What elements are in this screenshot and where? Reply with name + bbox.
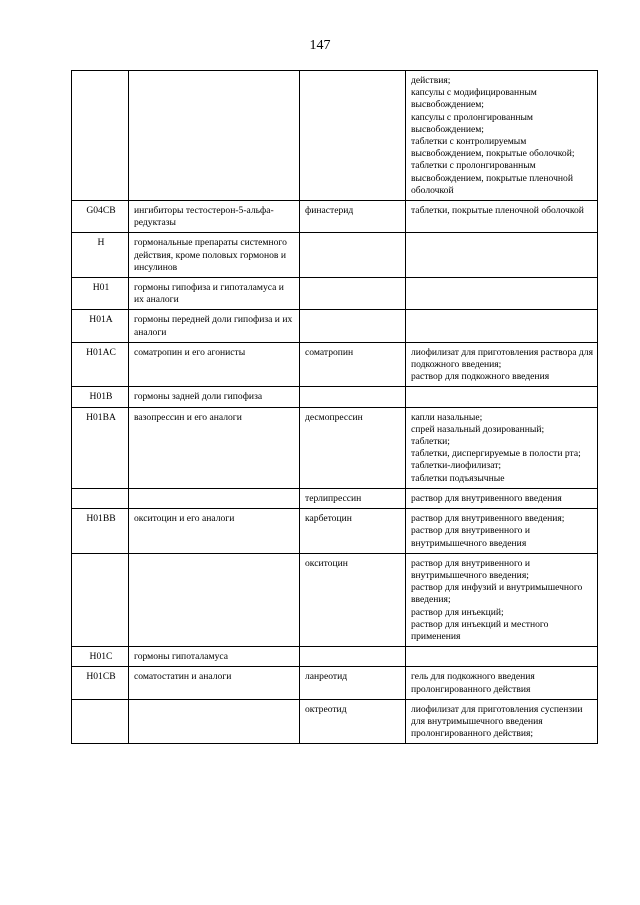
- dosage-form-line: раствор для инъекций и местного применения: [411, 618, 549, 642]
- table-row: [72, 310, 598, 342]
- drug-name-cell: соматропин: [300, 342, 406, 387]
- table-row: [72, 699, 598, 744]
- atc-code-cell: [72, 71, 129, 201]
- anatomical-group-cell: [129, 71, 300, 201]
- drug-name-cell: [300, 387, 406, 407]
- anatomical-group-cell: гормоны гипофиза и гипоталамуса и их аналоги: [129, 278, 300, 310]
- dosage-form-line: таблетки, диспергируемые в полости рта;: [411, 448, 581, 460]
- atc-code-cell: H01BB: [72, 509, 129, 554]
- table-row: [72, 407, 598, 488]
- dosage-forms-cell: [406, 667, 598, 699]
- dosage-forms-cell: [406, 233, 598, 278]
- dosage-form-line: таблетки с контролируемым высвобождением, покрытые оболочкой;: [411, 136, 575, 160]
- dosage-forms-cell: [406, 310, 598, 342]
- dosage-form-line: капли назальные;: [411, 411, 483, 423]
- dosage-form-line: раствор для внутривенного введения;: [411, 513, 565, 525]
- table-row: [72, 488, 598, 508]
- anatomical-group-cell: [129, 553, 300, 646]
- drug-name-cell: [300, 310, 406, 342]
- table-body: [72, 71, 598, 744]
- anatomical-group-cell: окситоцин и его аналоги: [129, 509, 300, 554]
- dosage-form-line: таблетки;: [411, 436, 450, 448]
- dosage-form-line: раствор для внутривенного и внутримышечного введения;: [411, 557, 530, 581]
- anatomical-group-cell: гормоны гипоталамуса: [129, 647, 300, 667]
- anatomical-group-cell: соматропин и его агонисты: [129, 342, 300, 387]
- dosage-form-line: раствор для инфузий и внутримышечного введения;: [411, 582, 583, 606]
- dosage-forms-cell: [406, 553, 598, 646]
- dosage-form-line: действия;: [411, 75, 451, 86]
- dosage-forms-cell: [406, 201, 598, 233]
- dosage-forms-cell: [406, 278, 598, 310]
- table-row: [72, 278, 598, 310]
- table-row: [72, 509, 598, 554]
- dosage-form-line: таблетки подъязычные: [411, 472, 505, 484]
- atc-code-cell: H01: [72, 278, 129, 310]
- table-row: [72, 553, 598, 646]
- drug-name-cell: окситоцин: [300, 553, 406, 646]
- drug-name-cell: [300, 647, 406, 667]
- page-number: 147: [309, 38, 331, 53]
- dosage-forms-cell: [406, 647, 598, 667]
- dosage-form-line: раствор для внутривенного введения: [411, 492, 562, 504]
- dosage-forms-cell: [406, 509, 598, 554]
- dosage-form-line: раствор для инъекций;: [411, 606, 504, 618]
- dosage-forms-cell: [406, 71, 598, 201]
- table-row: [72, 71, 598, 201]
- drug-name-cell: карбетоцин: [300, 509, 406, 554]
- table-row: [72, 387, 598, 407]
- drug-name-cell: ланреотид: [300, 667, 406, 699]
- anatomical-group-cell: гормоны передней доли гипофиза и их аналоги: [129, 310, 300, 342]
- atc-code-cell: H01AC: [72, 342, 129, 387]
- dosage-form-line: раствор для внутривенного и внутримышечного введения: [411, 525, 530, 549]
- table-row: [72, 342, 598, 387]
- drug-name-cell: десмопрессин: [300, 407, 406, 488]
- atc-code-cell: H01B: [72, 387, 129, 407]
- atc-code-cell: H01A: [72, 310, 129, 342]
- atc-code-cell: H: [72, 233, 129, 278]
- atc-code-cell: [72, 488, 129, 508]
- anatomical-group-cell: [129, 699, 300, 744]
- table-row: [72, 667, 598, 699]
- anatomical-group-cell: вазопрессин и его аналоги: [129, 407, 300, 488]
- drug-name-cell: [300, 278, 406, 310]
- drug-name-cell: [300, 71, 406, 201]
- anatomical-group-cell: ингибиторы тестостерон-5-альфа-редуктазы: [129, 201, 300, 233]
- anatomical-group-cell: гормоны задней доли гипофиза: [129, 387, 300, 407]
- anatomical-group-cell: гормональные препараты системного действия, кроме половых гормонов и инсулинов: [129, 233, 300, 278]
- drug-name-cell: октреотид: [300, 699, 406, 744]
- table-row: [72, 233, 598, 278]
- atc-code-cell: [72, 699, 129, 744]
- drug-name-cell: терлипрессин: [300, 488, 406, 508]
- table-row: [72, 647, 598, 667]
- atc-code-cell: H01BA: [72, 407, 129, 488]
- dosage-form-line: гель для подкожного введения пролонгированного действия: [411, 671, 535, 695]
- atc-code-cell: [72, 553, 129, 646]
- dosage-forms-cell: [406, 387, 598, 407]
- dosage-form-line: лиофилизат для приготовления раствора для подкожного введения;: [411, 346, 593, 371]
- drug-name-cell: финастерид: [300, 201, 406, 233]
- drug-name-cell: [300, 233, 406, 278]
- atc-code-cell: H01CB: [72, 667, 129, 699]
- table-row: [72, 201, 598, 233]
- dosage-form-line: лиофилизат для приготовления суспензии для внутримышечного введения пролонгированного действия;: [411, 703, 583, 740]
- dosage-forms-cell: [406, 342, 598, 387]
- dosage-form-line: раствор для подкожного введения: [411, 371, 550, 383]
- dosage-form-line: таблетки с пролонгированным высвобождением, покрытые пленочной оболочкой: [411, 160, 573, 196]
- dosage-form-line: таблетки-лиофилизат;: [411, 460, 502, 472]
- dosage-forms-cell: [406, 488, 598, 508]
- anatomical-group-cell: соматостатин и аналоги: [129, 667, 300, 699]
- dosage-forms-cell: [406, 407, 598, 488]
- dosage-form-line: спрей назальный дозированный;: [411, 423, 545, 435]
- atc-code-cell: H01C: [72, 647, 129, 667]
- dosage-forms-cell: [406, 699, 598, 744]
- atc-code-cell: G04CB: [72, 201, 129, 233]
- dosage-form-line: капсулы с модифицированным высвобождением;: [411, 87, 537, 111]
- dosage-form-line: таблетки, покрытые пленочной оболочкой: [411, 205, 584, 217]
- drug-table: [71, 70, 598, 744]
- dosage-form-line: капсулы с пролонгированным высвобождением;: [411, 111, 534, 135]
- anatomical-group-cell: [129, 488, 300, 508]
